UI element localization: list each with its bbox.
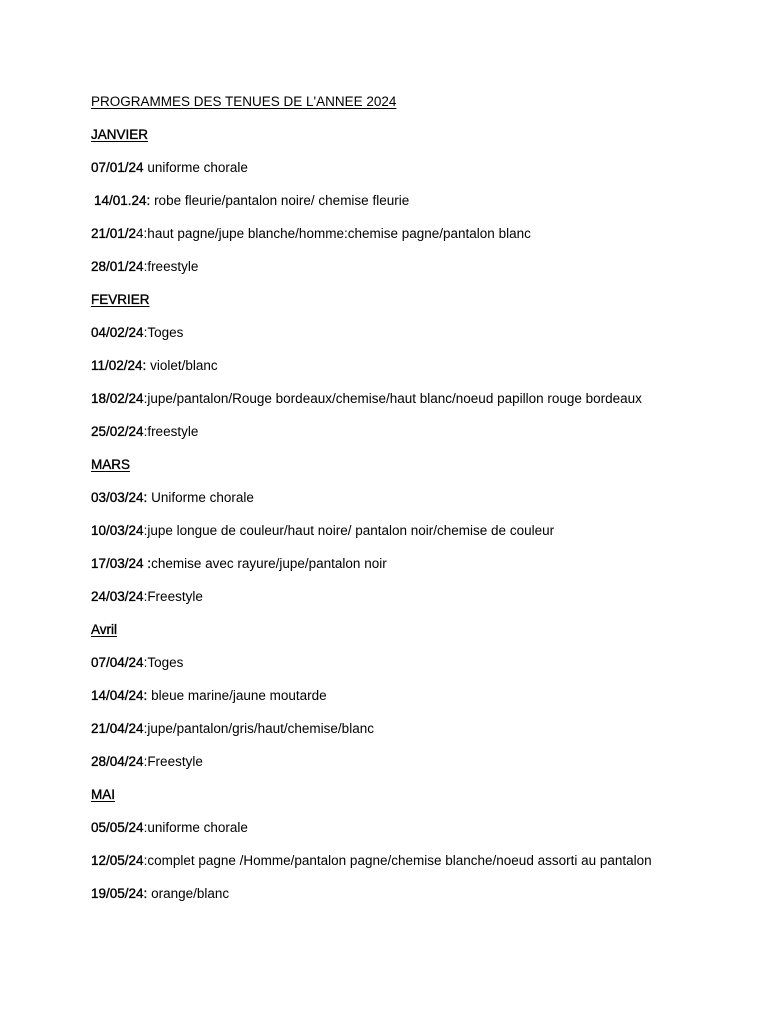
entry-text: :complet pagne /Homme/pantalon pagne/chemise blanche/noeud assorti au pantalon	[143, 853, 652, 868]
month-heading-fevrier: FEVRIER	[91, 292, 150, 307]
document-title: PROGRAMMES DES TENUES DE L'ANNEE 2024	[91, 94, 397, 109]
entry-date: 21/01/2	[91, 226, 137, 241]
entry-text: :Freestyle	[143, 589, 203, 604]
schedule-entry	[91, 720, 751, 753]
entry-date: 14/01.24:	[94, 193, 151, 208]
entry-text: :jupe longue de couleur/haut noire/ pantalon noir/chemise de couleur	[143, 523, 555, 538]
entry-date: 18/02/24	[91, 391, 144, 406]
entry-date: 05/05/24	[91, 820, 144, 835]
entry-text: chemise avec rayure/jupe/pantalon noir	[151, 556, 387, 571]
entry-date: 12/05/24	[91, 853, 144, 868]
entry-date: 17/03/24 :	[91, 556, 152, 571]
document-content	[91, 93, 751, 918]
entry-date: 03/03/24:	[91, 490, 148, 505]
schedule-entry	[91, 159, 751, 192]
schedule-entry	[91, 852, 751, 885]
entry-date: 10/03/24	[91, 523, 144, 538]
schedule-entry	[91, 753, 751, 786]
entry-date: 28/01/24	[91, 259, 144, 274]
entry-date: 11/02/24:	[91, 358, 147, 373]
entry-date: 28/04/24	[91, 754, 144, 769]
schedule-entry	[91, 423, 751, 456]
entry-text: orange/blanc	[147, 886, 230, 901]
schedule-entry	[91, 654, 751, 687]
entry-date: 07/04/24	[91, 655, 144, 670]
entry-date: 07/01/24	[91, 160, 144, 175]
entry-text: 4:haut pagne/jupe blanche/homme:chemise pagne/pantalon blanc	[136, 226, 531, 241]
entry-text: :uniforme chorale	[143, 820, 248, 835]
entry-date: 25/02/24	[91, 424, 144, 439]
schedule-entry	[91, 258, 751, 291]
entry-text: bleue marine/jaune moutarde	[147, 688, 327, 703]
entry-date: 04/02/24	[91, 325, 144, 340]
entry-text: :jupe/pantalon/gris/haut/chemise/blanc	[143, 721, 374, 736]
schedule-entry	[91, 357, 751, 390]
entry-text: :jupe/pantalon/Rouge bordeaux/chemise/haut blanc/noeud papillon rouge bordeaux	[143, 391, 642, 406]
entry-text: :freestyle	[143, 259, 199, 274]
entry-date: 21/04/24	[91, 721, 144, 736]
entry-text: :Freestyle	[143, 754, 203, 769]
entry-text: violet/blanc	[146, 358, 218, 373]
entry-date: 19/05/24:	[91, 886, 148, 901]
schedule-entry	[91, 687, 751, 720]
entry-text: :freestyle	[143, 424, 199, 439]
month-heading-mai: MAI	[91, 787, 116, 802]
entry-date: 14/04/24:	[91, 688, 148, 703]
schedule-entry	[91, 192, 751, 225]
schedule-entry	[91, 885, 751, 918]
schedule-entry	[91, 522, 751, 555]
month-heading-mars: MARS	[91, 457, 131, 472]
entry-date: 24/03/24	[91, 589, 144, 604]
month-heading-janvier: JANVIER	[91, 127, 149, 142]
schedule-entry	[91, 324, 751, 357]
entry-text: Uniforme chorale	[147, 490, 254, 505]
month-heading-avril: Avril	[91, 622, 118, 637]
entry-text: :Toges	[143, 325, 184, 340]
schedule-entry	[91, 588, 751, 621]
entry-text: robe fleurie/pantalon noire/ chemise fleurie	[150, 193, 410, 208]
schedule-entry	[91, 390, 751, 423]
schedule-entry	[91, 819, 751, 852]
schedule-entry	[91, 489, 751, 522]
entry-text: :Toges	[143, 655, 184, 670]
schedule-entry	[91, 555, 751, 588]
schedule-entry	[91, 225, 751, 258]
entry-text: uniforme chorale	[143, 160, 248, 175]
